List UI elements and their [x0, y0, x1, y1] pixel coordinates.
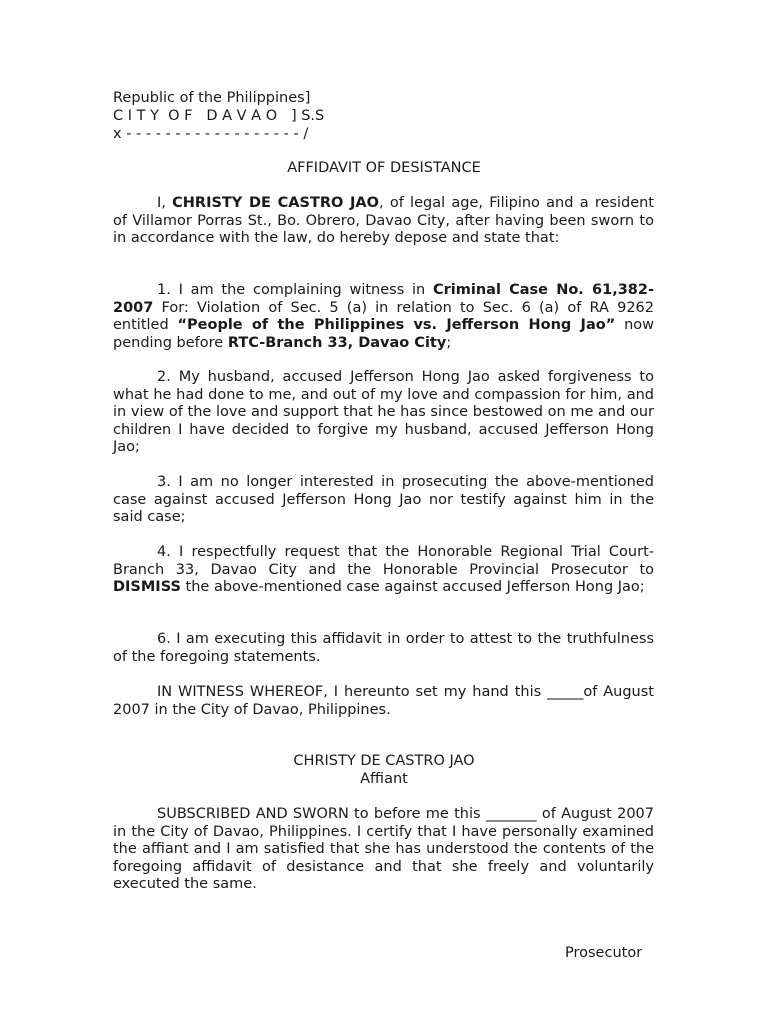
- intro-paragraph: I, CHRISTY DE CASTRO JAO, of legal age, Filipino and a resident of Villamor Porras St., Bo. Obrero, Davao City, after having been sworn to in accordance with the law, do hereby depose and state that:: [113, 195, 654, 246]
- paragraph-6: 6. I am executing this affidavit in order to attest to the truthfulness of the foregoing statements.: [113, 631, 654, 665]
- jurat-paragraph: SUBSCRIBED AND SWORN to before me this _______ of August 2007 in the City of Davao, Philippines. I certify that I have personally examined the affiant and I am satisfied that she has understood the contents of the foregoing affidavit of desistance and that she freely and voluntarily executed the same.: [113, 806, 654, 892]
- paragraph-4: 4. I respectfully request that the Honorable Regional Trial Court-Branch 33, Davao City and the Honorable Provincial Prosecutor to DISMISS the above-mentioned case against accused Jefferson Hong Jao;: [113, 544, 654, 595]
- paragraph-3: 3. I am no longer interested in prosecuting the above-mentioned case against accused Jefferson Hong Jao nor testify against him in the said case;: [113, 474, 654, 525]
- signature-block: [0, 753, 768, 788]
- header-city: C I T Y O F D A V A O ] S.S: [113, 108, 325, 124]
- paragraph-1: 1. I am the complaining witness in Criminal Case No. 61,382-2007 For: Violation of Sec. 5 (a) in relation to Sec. 6 (a) of RA 9262 entitled “People of the Philippines vs. Jefferson Hong Jao” now pending before RTC-Branch 33, Davao City;: [113, 282, 654, 351]
- case-title: “People of the Philippines vs. Jefferson Hong Jao”: [177, 317, 616, 333]
- document-title: AFFIDAVIT OF DESISTANCE: [287, 160, 481, 176]
- signature-name: CHRISTY DE CASTRO JAO: [293, 753, 475, 769]
- header-separator: x - - - - - - - - - - - - - - - - - - /: [113, 126, 309, 142]
- signature-role: Affiant: [360, 770, 408, 787]
- header-republic: Republic of the Philippines]: [113, 90, 311, 106]
- court-name: RTC-Branch 33, Davao City: [227, 334, 447, 351]
- document-header: [113, 90, 324, 144]
- witness-paragraph: IN WITNESS WHEREOF, I hereunto set my hand this _____of August 2007 in the City of Davao, Philippines.: [113, 684, 654, 718]
- case-number: Criminal Case No. 61,382-2007: [113, 282, 654, 316]
- paragraph-2: 2. My husband, accused Jefferson Hong Jao asked forgiveness to what he had done to me, and out of my love and compassion for him, and in view of the love and support that he has since bestowed on me and our children I have decided to forgive my husband, accused Jefferson Hong Jao;: [113, 369, 654, 455]
- prosecutor-label: Prosecutor: [565, 945, 643, 961]
- affiant-name: CHRISTY DE CASTRO JAO: [172, 195, 379, 211]
- dismiss-word: DISMISS: [113, 579, 181, 595]
